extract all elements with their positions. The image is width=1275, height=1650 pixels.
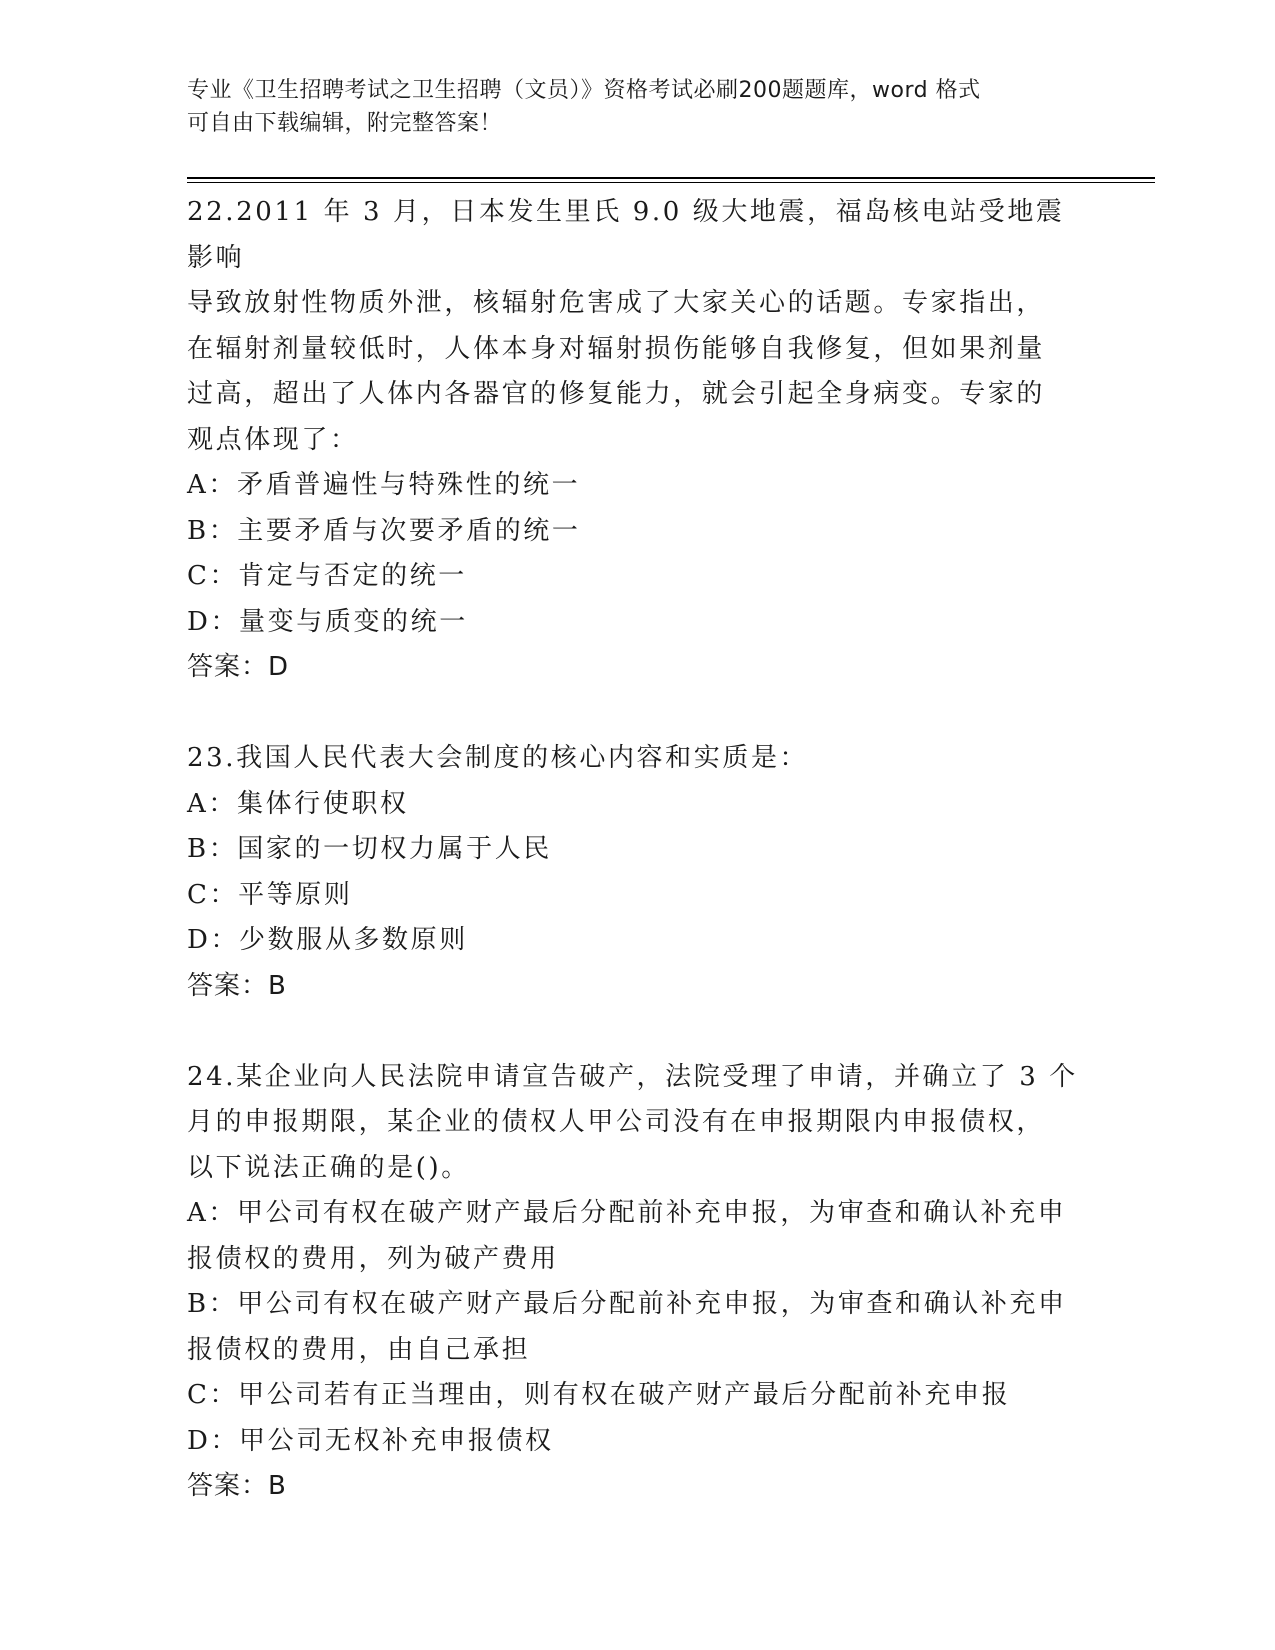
question-stem-line: 23.我国人民代表大会制度的核心内容和实质是：: [187, 743, 809, 773]
answer-line: 答案：B: [187, 970, 287, 1001]
document-header: [187, 74, 1087, 140]
option-d: D：甲公司无权补充申报债权: [187, 1425, 554, 1456]
header-line-1: 专业《卫生招聘考试之卫生招聘（文员）》资格考试必刷200题题库，word 格式: [187, 78, 981, 103]
option-c: C：甲公司若有正当理由，则有权在破产财产最后分配前补充申报: [187, 1380, 1011, 1410]
question-stem-line: 观点体现了：: [187, 424, 359, 455]
option-a: A：甲公司有权在破产财产最后分配前补充申报，为审查和确认补充申: [187, 1198, 1067, 1228]
question-spacer: [187, 691, 1087, 737]
question-stem-line: 月的申报期限，某企业的债权人甲公司没有在申报期限内申报债权，: [187, 1107, 1046, 1137]
question-list: [187, 190, 1087, 1510]
question-spacer: [187, 1009, 1087, 1055]
option-a-continued: 报债权的费用，列为破产费用: [187, 1243, 559, 1274]
question-23: [187, 736, 1087, 1009]
header-divider-thin: [187, 182, 1155, 183]
header-divider-thick: [187, 177, 1155, 179]
option-a: A：集体行使职权: [187, 788, 409, 819]
question-stem-line: 过高，超出了人体内各器官的修复能力，就会引起全身病变。专家的: [187, 379, 1046, 409]
question-stem-line: 22.2011 年 3 月，日本发生里氏 9.0 级大地震，福岛核电站受地震影响: [187, 197, 1065, 273]
question-22: [187, 190, 1087, 691]
question-stem-line: 24.某企业向人民法院申请宣告破产，法院受理了申请，并确立了 3 个: [187, 1061, 1078, 1092]
option-a: A：矛盾普遍性与特殊性的统一: [187, 470, 581, 500]
question-stem-line: 在辐射剂量较低时，人体本身对辐射损伤能够自我修复，但如果剂量: [187, 333, 1046, 364]
option-b: B：国家的一切权力属于人民: [187, 834, 552, 864]
option-b: B：主要矛盾与次要矛盾的统一: [187, 515, 581, 546]
question-24: [187, 1055, 1087, 1510]
option-d: D：量变与质变的统一: [187, 606, 468, 637]
option-b-continued: 报债权的费用，由自己承担: [187, 1334, 531, 1365]
option-c: C：平等原则: [187, 879, 353, 910]
answer-line: 答案：B: [187, 1471, 287, 1501]
option-d: D：少数服从多数原则: [187, 925, 468, 955]
header-line-2: 可自由下载编辑，附完整答案！: [187, 111, 503, 136]
answer-line: 答案：D: [187, 652, 290, 682]
question-stem-line: 导致放射性物质外泄，核辐射危害成了大家关心的话题。专家指出，: [187, 288, 1046, 318]
option-b: B：甲公司有权在破产财产最后分配前补充申报，为审查和确认补充申: [187, 1289, 1067, 1319]
question-stem-line: 以下说法正确的是()。: [187, 1152, 470, 1183]
option-c: C：肯定与否定的统一: [187, 561, 467, 591]
